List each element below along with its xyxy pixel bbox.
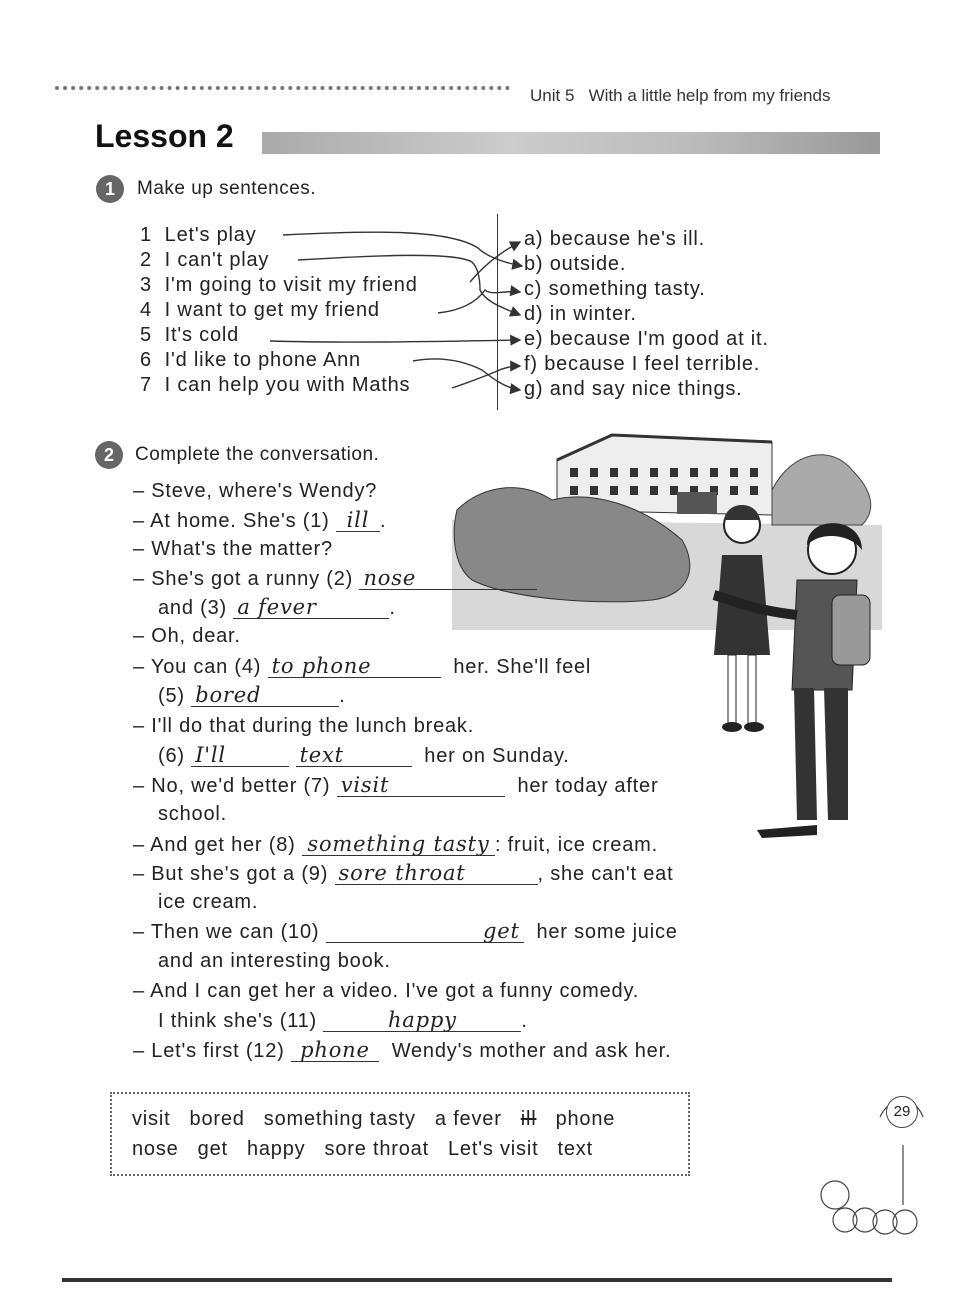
right-item-g: g) and say nice things. [524, 378, 743, 400]
answer-3: a fever [233, 596, 389, 619]
answer-11: happy [323, 1009, 521, 1032]
conv-line-5: and (3) a fever . [158, 595, 396, 619]
matching-lines [0, 0, 964, 420]
right-item-b: b) outside. [524, 253, 627, 275]
conv-line-16: – Then we can (10) get her some juice [133, 919, 678, 943]
right-item-e: e) because I'm good at it. [524, 328, 769, 350]
left-item-3: 3 I'm going to visit my friend [140, 274, 418, 296]
unit-number: Unit 5 [530, 86, 575, 105]
exercise-2-instruction: Complete the conversation. [135, 444, 380, 465]
conv-line-8: (5) bored . [158, 683, 346, 707]
lesson-title: Lesson 2 [95, 118, 234, 154]
answer-6a: I'll [191, 744, 289, 767]
conv-line-9: – I'll do that during the lunch break. [133, 715, 475, 737]
conv-line-2: – At home. She's (1) ill . [133, 508, 387, 532]
answer-12: phone [291, 1039, 379, 1062]
exercise-1-badge: 1 [96, 175, 124, 203]
page-number: 29 [886, 1096, 918, 1128]
left-item-6: 6 I'd like to phone Ann [140, 349, 361, 371]
answer-5: bored [191, 684, 339, 707]
word-box-row-1: visit bored something tasty a fever ill phone [132, 1108, 616, 1130]
right-item-c: c) something tasty. [524, 278, 706, 300]
conv-line-18: – And I can get her a video. I've got a funny comedy. [133, 980, 640, 1002]
conv-line-12: school. [158, 803, 227, 825]
right-item-f: f) because I feel terrible. [524, 353, 761, 375]
left-item-7: 7 I can help you with Maths [140, 374, 411, 396]
conv-line-19: I think she's (11) happy . [158, 1008, 528, 1032]
conv-line-4: – She's got a runny (2) nose [133, 567, 537, 591]
answer-8: something tasty [302, 833, 495, 856]
answer-9: sore throat [335, 862, 538, 885]
left-item-4: 4 I want to get my friend [140, 299, 380, 321]
conv-line-3: – What's the matter? [133, 538, 333, 560]
conv-line-15: ice cream. [158, 891, 259, 913]
exercise-1-instruction: Make up sentences. [137, 178, 317, 199]
caterpillar-illustration [820, 1085, 940, 1245]
left-item-5: 5 It's cold [140, 324, 240, 346]
conv-line-7: – You can (4) to phone her. She'll feel [133, 654, 592, 678]
word-box [110, 1092, 690, 1176]
conv-line-6: – Oh, dear. [133, 625, 241, 647]
conv-line-1: – Steve, where's Wendy? [133, 480, 378, 502]
left-item-1: 1 Let's play [140, 224, 257, 246]
conv-line-20: – Let's first (12) phone Wendy's mother and ask her. [133, 1038, 672, 1062]
right-item-a: a) because he's ill. [524, 228, 706, 250]
conv-line-14: – But she's got a (9) sore throat , she can't eat [133, 861, 674, 885]
answer-2: nose [359, 567, 537, 590]
answer-4: to phone [268, 655, 441, 678]
bottom-rule [62, 1278, 892, 1282]
conv-line-17: and an interesting book. [158, 950, 391, 972]
right-item-d: d) in winter. [524, 303, 637, 325]
answer-10: get [326, 920, 524, 943]
crossed-out-word: ill [520, 1108, 537, 1130]
conv-line-11: – No, we'd better (7) visit her today after [133, 773, 659, 797]
answer-1: ill [336, 509, 380, 532]
answer-7: visit [337, 774, 505, 797]
conv-line-10: (6) I'll text her on Sunday. [158, 743, 570, 767]
exercise-2-badge: 2 [95, 441, 123, 469]
conv-line-13: – And get her (8) something tasty : fruit, ice cream. [133, 832, 658, 856]
unit-title: With a little help from my friends [588, 86, 831, 105]
word-box-row-2: nose get happy sore throat Let's visit text [132, 1138, 593, 1160]
left-item-2: 2 I can't play [140, 249, 270, 271]
answer-6b: text [296, 744, 412, 767]
